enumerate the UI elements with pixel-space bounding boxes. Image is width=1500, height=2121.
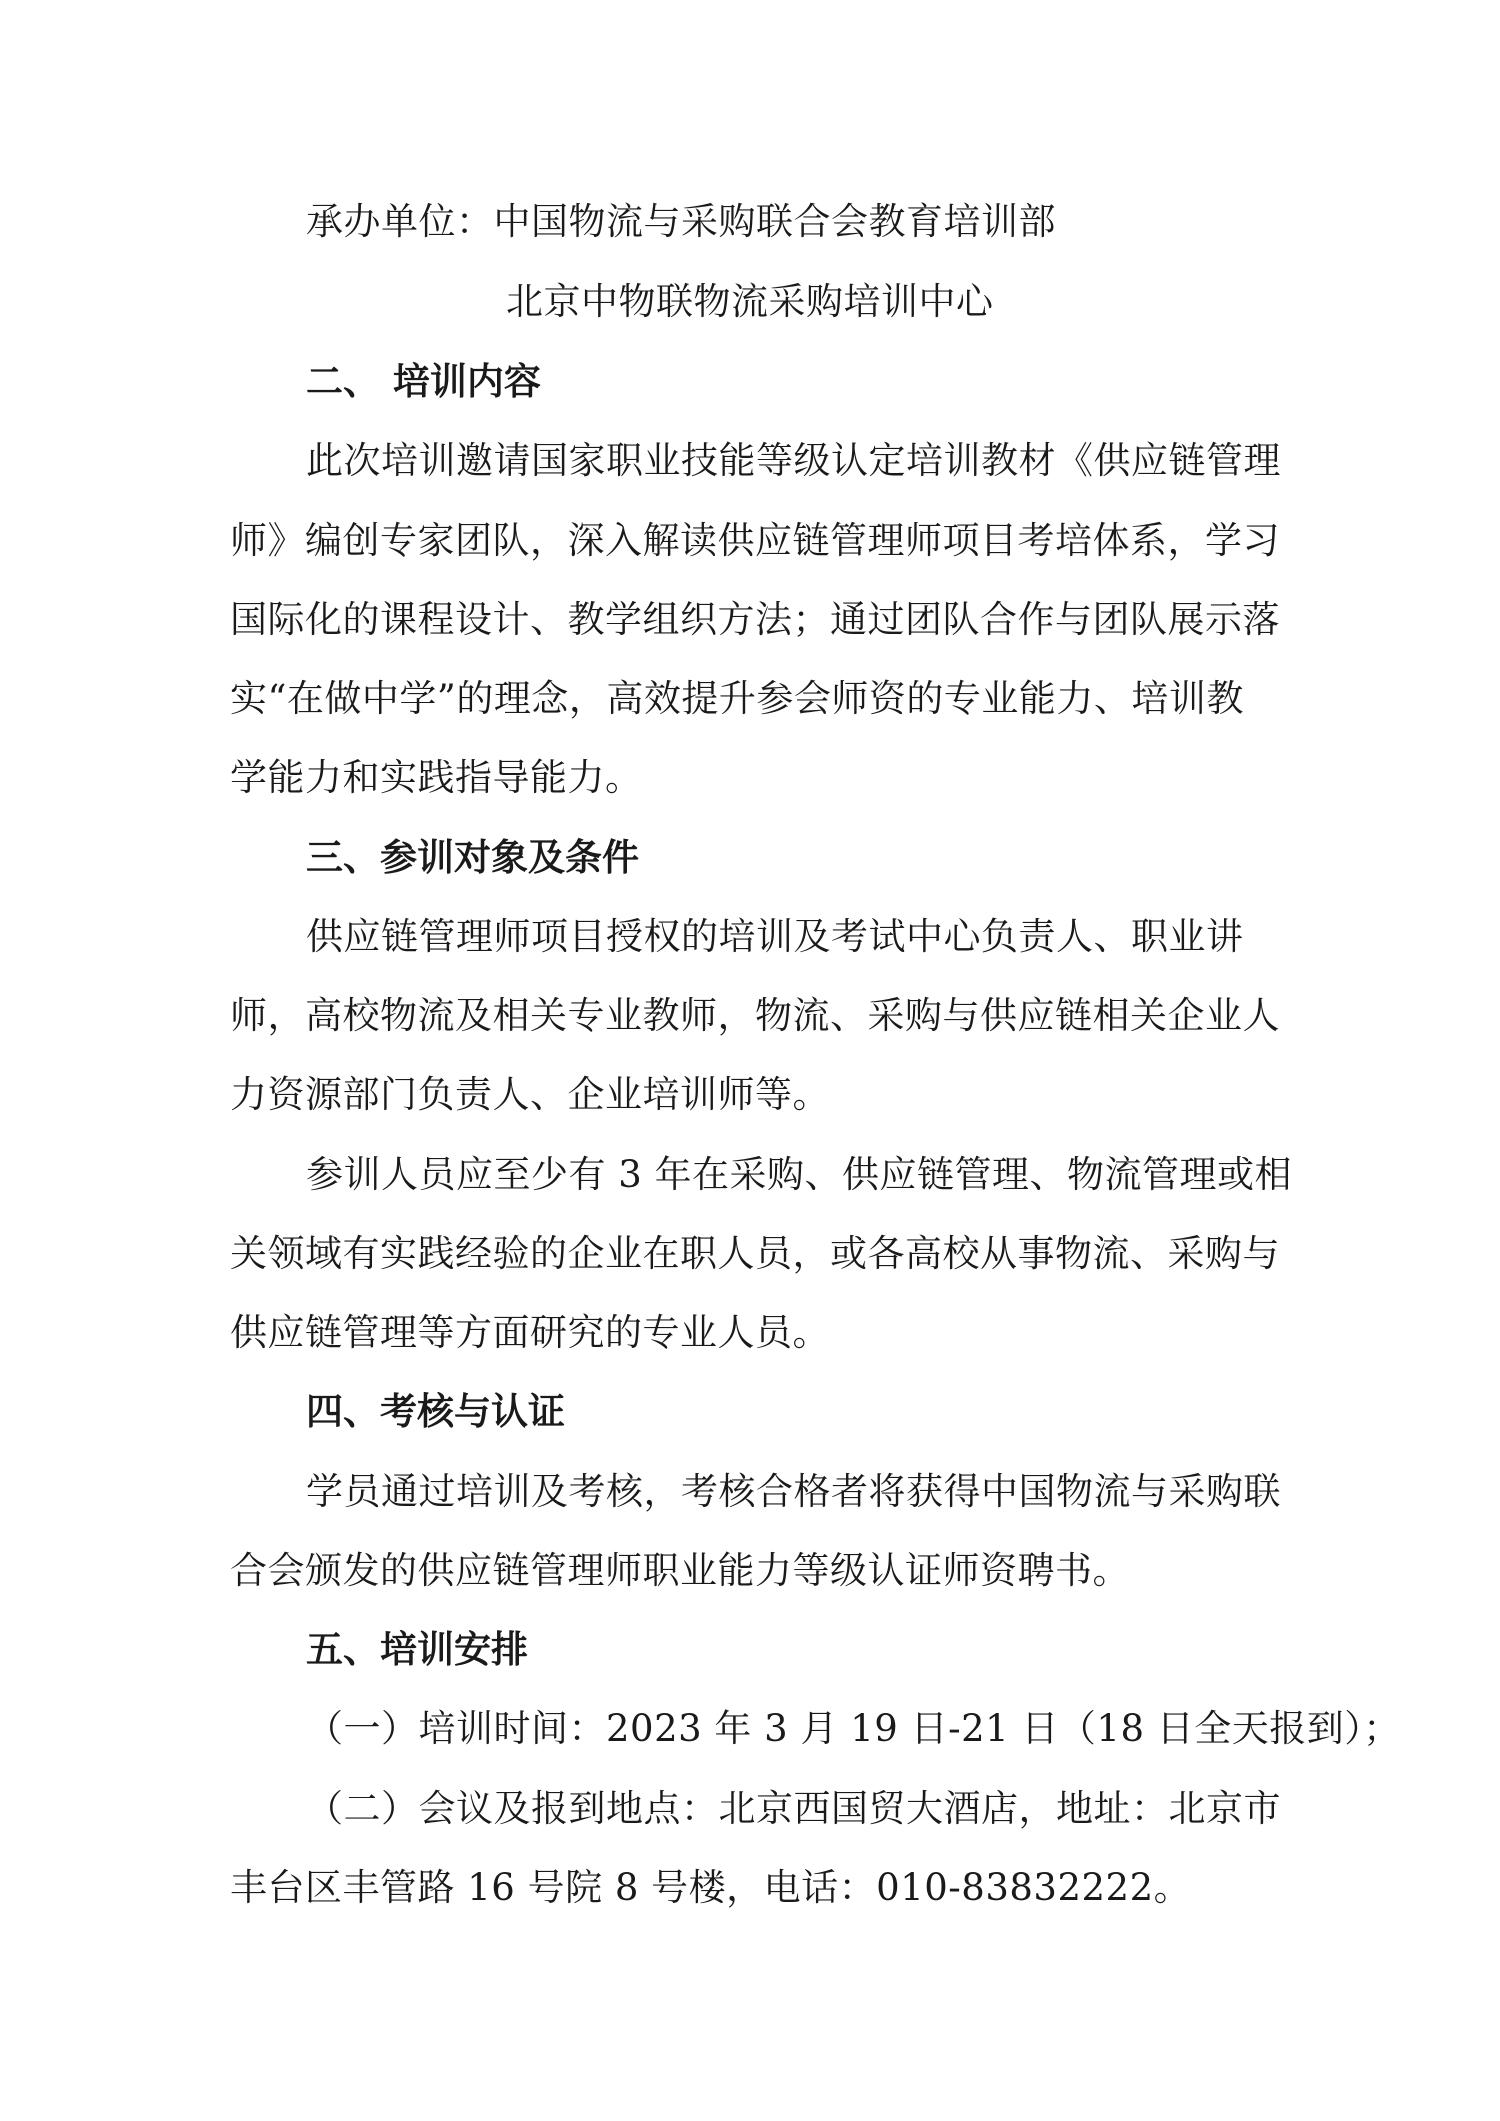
organizer-line-2: 北京中物联物流采购培训中心	[506, 280, 994, 323]
participants-p1-line-1: 供应链管理师项目授权的培训及考试中心负责人、职业讲	[306, 915, 1244, 958]
content-line-4: 实“在做中学”的理念，高效提升参会师资的专业能力、培训教	[230, 677, 1244, 720]
section-heading-participants: 三、参训对象及条件	[306, 836, 639, 879]
arrangement-line-3: 丰台区丰管路 16 号院 8 号楼，电话：010-83832222。	[230, 1866, 1192, 1909]
participants-p2-line-3: 供应链管理等方面研究的专业人员。	[230, 1311, 830, 1354]
arrangement-line-2: （二）会议及报到地点：北京西国贸大酒店，地址：北京市	[306, 1787, 1281, 1830]
assessment-line-2: 合会颁发的供应链管理师职业能力等级认证师资聘书。	[230, 1549, 1130, 1592]
participants-p2-line-2: 关领域有实践经验的企业在职人员，或各高校从事物流、采购与	[230, 1232, 1280, 1275]
participants-p1-line-3: 力资源部门负责人、企业培训师等。	[230, 1073, 830, 1116]
assessment-line-1: 学员通过培训及考核，考核合格者将获得中国物流与采购联	[306, 1470, 1281, 1513]
section-heading-assessment: 四、考核与认证	[306, 1390, 565, 1433]
content-line-3: 国际化的课程设计、教学组织方法；通过团队合作与团队展示落	[230, 598, 1280, 641]
content-line-1: 此次培训邀请国家职业技能等级认定培训教材《供应链管理	[306, 439, 1281, 482]
content-line-5: 学能力和实践指导能力。	[230, 756, 643, 799]
participants-p2-line-1: 参训人员应至少有 3 年在采购、供应链管理、物流管理或相	[306, 1153, 1293, 1196]
organizer-line-1: 承办单位：中国物流与采购联合会教育培训部	[306, 200, 1056, 243]
content-line-2: 师》编创专家团队，深入解读供应链管理师项目考培体系，学习	[230, 519, 1280, 562]
participants-p1-line-2: 师，高校物流及相关专业教师，物流、采购与供应链相关企业人	[230, 994, 1280, 1037]
section-heading-content: 二、 培训内容	[306, 360, 541, 403]
section-heading-arrangement: 五、培训安排	[306, 1628, 528, 1671]
arrangement-line-1: （一）培训时间：2023 年 3 月 19 日-21 日（18 日全天报到）；	[306, 1707, 1401, 1750]
